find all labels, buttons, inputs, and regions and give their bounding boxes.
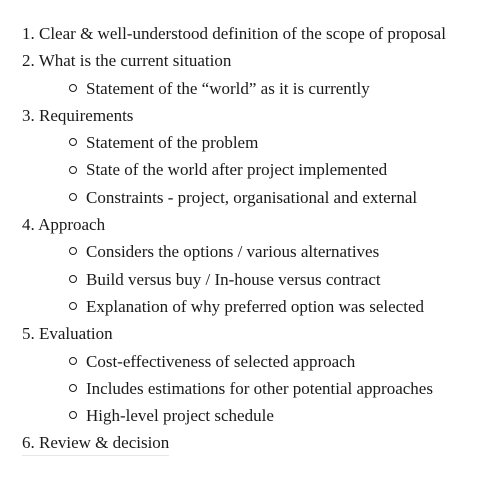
item-number: 5.: [22, 324, 35, 344]
hollow-circle-bullet-icon: [69, 193, 77, 201]
hollow-circle-bullet-icon: [69, 384, 77, 392]
outline-subitem: [0, 375, 485, 402]
outline-item-1: [0, 20, 485, 47]
subitem-text: Cost-effectiveness of selected approach: [86, 351, 356, 371]
item-number: 2.: [22, 51, 35, 71]
last-item-line: [22, 431, 169, 456]
outline-document: [0, 20, 485, 457]
outline-subitem: [0, 75, 485, 102]
outline-item-6: [0, 429, 485, 456]
outline-item-3: [0, 102, 485, 129]
item-text: What is the current situation: [38, 51, 232, 71]
subitem-text: High-level project schedule: [86, 406, 274, 426]
subitem-text: Constraints - project, organisational and external: [86, 187, 418, 207]
outline-subitem: [0, 348, 485, 375]
item-text: Review & decision: [39, 433, 170, 453]
outline-subitem: [0, 266, 485, 293]
item-text: Approach: [38, 215, 106, 235]
item-number: 3.: [22, 105, 35, 125]
subitem-text: State of the world after project implemented: [86, 160, 388, 180]
hollow-circle-bullet-icon: [69, 84, 77, 92]
subitem-text: Considers the options / various alternatives: [86, 242, 380, 262]
subitem-text: Includes estimations for other potential approaches: [86, 378, 433, 398]
outline-subitem: [0, 402, 485, 429]
item-number: 6.: [22, 433, 35, 453]
item-text: Clear & well-understood definition of the scope of proposal: [39, 24, 446, 43]
outline-item-4: [0, 211, 485, 238]
outline-subitem: [0, 156, 485, 183]
hollow-circle-bullet-icon: [69, 411, 77, 419]
hollow-circle-bullet-icon: [69, 302, 77, 310]
hollow-circle-bullet-icon: [69, 247, 77, 255]
subitem-text: Statement of the “world” as it is currently: [86, 78, 370, 98]
hollow-circle-bullet-icon: [69, 275, 77, 283]
subitem-text: Statement of the problem: [86, 133, 259, 153]
subitem-text: Explanation of why preferred option was selected: [86, 296, 424, 316]
item-number: 1.: [22, 24, 35, 43]
item-text: Evaluation: [39, 324, 113, 344]
item-text: Requirements: [39, 105, 134, 125]
outline-subitem: [0, 238, 485, 265]
hollow-circle-bullet-icon: [69, 357, 77, 365]
item-number: 4.: [22, 215, 35, 235]
outline-subitem: [0, 184, 485, 211]
outline-item-5: [0, 320, 485, 347]
hollow-circle-bullet-icon: [69, 166, 77, 174]
outline-item-2: [0, 47, 485, 74]
outline-subitem: [0, 293, 485, 320]
outline-subitem: [0, 129, 485, 156]
hollow-circle-bullet-icon: [69, 138, 77, 146]
subitem-text: Build versus buy / In-house versus contract: [86, 269, 381, 289]
